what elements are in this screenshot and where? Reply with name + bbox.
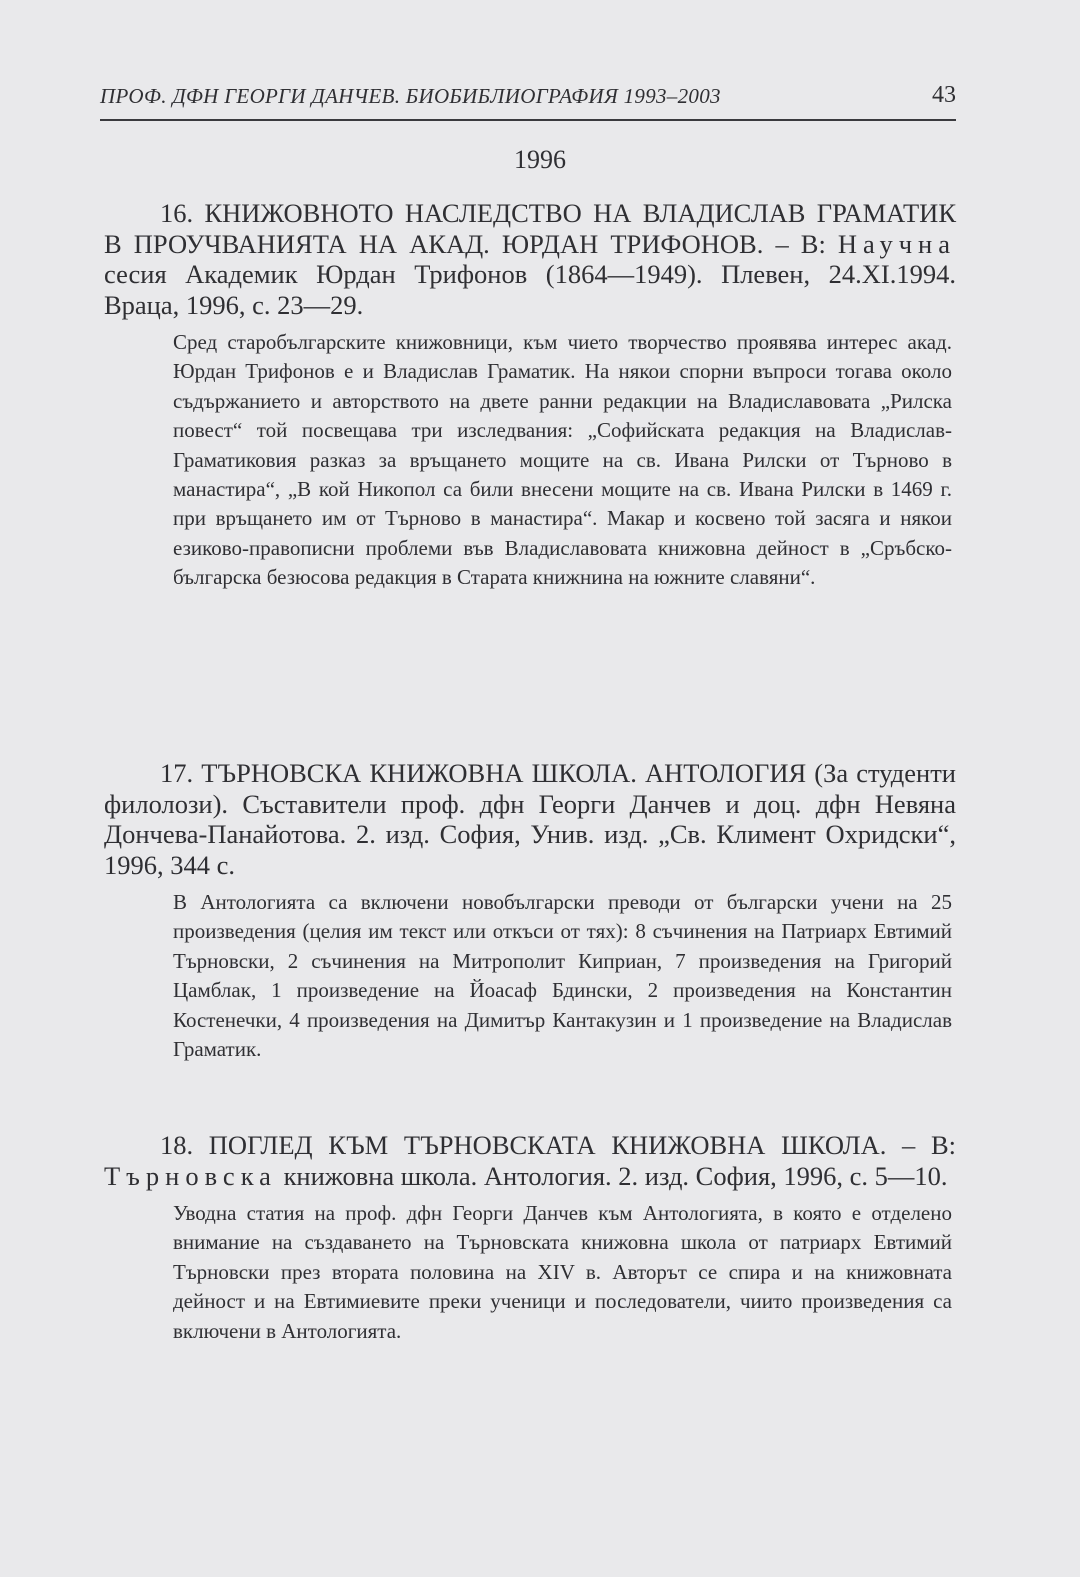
- entry-source: сесия Академик Юрдан Трифонов (1864—1949). Плевен, 24.XI.1994. Враца, 1996, с. 23—29.: [104, 259, 956, 320]
- entry-number: 16.: [160, 198, 194, 228]
- entry-title: КНИЖОВНОТО НАСЛЕДСТВО НА ВЛАДИСЛАВ ГРАМАТИК В ПРОУЧВАНИЯТА НА АКАД. ЮРДАН ТРИФОНОВ. – В:: [104, 198, 956, 259]
- entry-abstract: В Антологията са включени новобългарски преводи от български учени на 25 произведения (целия им текст или откъси от тях): 8 съчинения на Патриарх Евтимий Търновски, 2 съчинения на Митрополит Киприан, 7 произведения на Григорий Цамблак, 1 произведение на Йоасаф Бдински, 2 произведения на Константин Костенечки, 4 произведения на Димитър Кантакузин и 1 произведение на Владислав Граматик.: [173, 890, 952, 1062]
- entry-title: ТЪРНОВСКА КНИЖОВНА ШКОЛА. АНТОЛОГИЯ: [201, 758, 807, 788]
- entry-source: книжовна школа. Антология. 2. изд. София, 1996, с. 5—10.: [283, 1160, 948, 1191]
- entry-heading: [104, 1130, 956, 1191]
- entry-number: 17.: [160, 758, 194, 788]
- running-head: [100, 80, 956, 116]
- year-heading: 1996: [514, 145, 566, 174]
- header-rule: [100, 119, 956, 121]
- entry-abstract: Сред старобългарските книжовници, към чието творчество проявява интерес акад. Юрдан Трифонов е и Владислав Граматик. На някои спорни въпроси тогава около съдържанието и авторството на двете ранни редакции на Владиславовата „Рилска повест“ той посвещава три изследвания: „Софийската редакция на Владислав-Граматиковия разказ за връщането мощите на св. Ивана Рилски от Търново в манастира“, „В кой Никопол са били внесени мощите на св. Ивана Рилски в 1469 г. при връщането им от Търново в манастира“. Макар и косвено той засяга и някои езиково-правописни проблеми във Владиславовата книжовна дейност в „Сръбско-българска безюсова редакция в Старата книжнина на южните славяни“.: [173, 330, 952, 590]
- entry-source-spaced: Научна: [837, 228, 956, 259]
- running-title: ПРОФ. ДФН ГЕОРГИ ДАНЧЕВ. БИОБИБЛИОГРАФИЯ 1993–2003: [100, 84, 721, 108]
- entry-abstract: Уводна статия на проф. дфн Георги Данчев към Антологията, в която е отделено внимание на създаването на Търновската книжовна школа от патриарх Евтимий Търновски през втората половина на XIV в. Авторът се спира и на книжовната дейност и на Евтимиевите преки ученици и последователи, чиито произведения са включени в Антологията.: [173, 1201, 952, 1343]
- bibliography-entry: [104, 1130, 956, 1346]
- entry-title: ПОГЛЕД КЪМ ТЪРНОВСКАТА КНИЖОВНА ШКОЛА. – В:: [208, 1130, 957, 1160]
- entry-heading: [104, 758, 956, 880]
- page-number: 43: [932, 82, 956, 108]
- bibliography-entry: [104, 198, 956, 593]
- entry-number: 18.: [160, 1130, 194, 1160]
- entry-heading: [104, 198, 956, 320]
- entry-source-spaced: Търновска: [104, 1160, 277, 1191]
- bibliography-entry: [104, 758, 956, 1064]
- entry-source: (За студенти филолози). Съставители проф. дфн Георги Данчев и доц. дфн Невяна Дончева-Панайотова. 2. изд. София, Унив. изд. „Св. Климент Охридски“, 1996, 344 с.: [104, 758, 956, 880]
